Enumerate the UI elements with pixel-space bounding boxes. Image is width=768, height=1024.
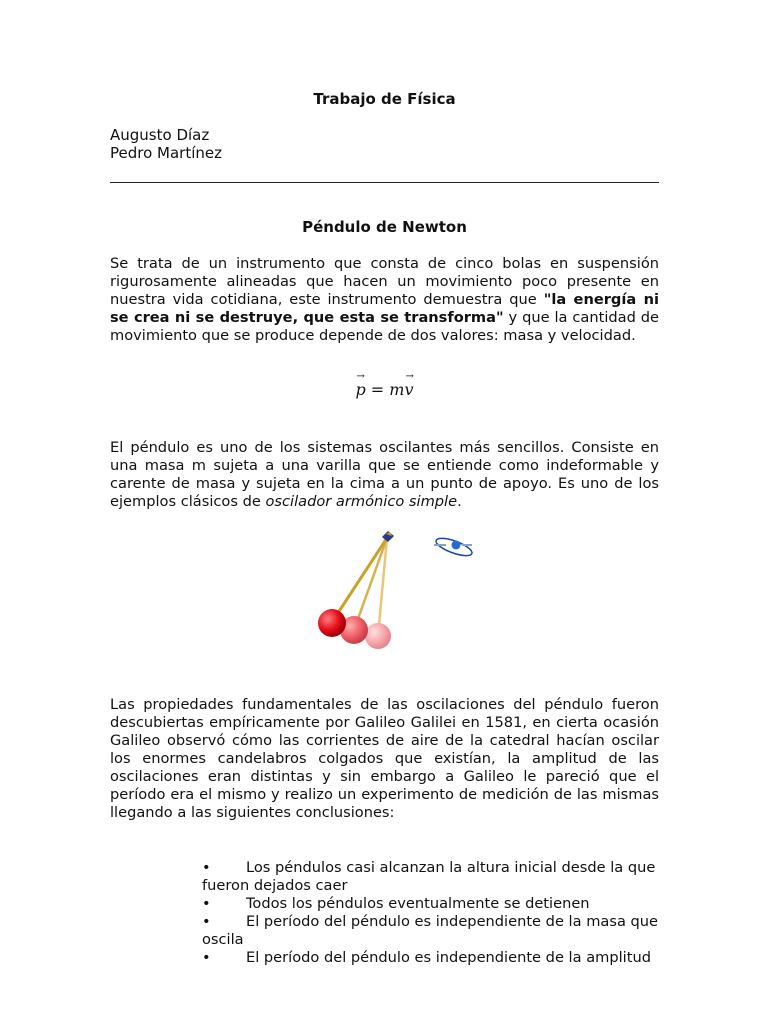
paragraph-text: Se trata de un instrumento que consta de cinco bolas en suspensión rigurosamente alineadas que hacen un movimiento poco presente en nuestra vida cotidiana, este instrumento demuestra que [110, 255, 659, 308]
paragraph-text: El péndulo es uno de los sistemas oscilantes más sencillos. Consiste en una masa m sujeta a una varilla que se entiende como indeformable y carente de masa y sujeta en la cima a un punto de apoyo. Es uno de los ejemplos clásicos de [110, 439, 659, 510]
formula-eq: = m [365, 380, 405, 399]
document-title: Trabajo de Física [313, 90, 456, 108]
momentum-formula [110, 380, 659, 399]
author-name: Pedro Martínez [110, 144, 223, 162]
logo-icon [432, 532, 476, 562]
paragraph-pendulum [110, 439, 659, 511]
list-item [202, 895, 662, 913]
formula-v: → v [404, 380, 413, 399]
section-title: Péndulo de Newton [302, 218, 467, 236]
author-name: Augusto Díaz [110, 126, 210, 144]
list-item-text: Todos los péndulos eventualmente se detienen [246, 895, 590, 912]
bold-quote: "la energía ni se crea ni se destruye, que esta se transforma" [110, 291, 659, 326]
list-item [202, 913, 662, 949]
list-item [202, 859, 662, 895]
list-item-text: El período del péndulo es independiente de la masa que oscila [202, 913, 659, 948]
italic-term: oscilador armónico simple [265, 493, 458, 510]
paragraph-galileo: Las propiedades fundamentales de las oscilaciones del péndulo fueron descubiertas empíricamente por Galileo Galilei en 1581, en cierta ocasión Galileo observó cómo las corrientes de aire de la catedral hacían oscilar los enormes candelabros colgados que existían, la amplitud de las oscilaciones eran distintas y sin embargo a Galileo le pareció que el período era el mismo y realizo un experimento de medición de las mismas llegando a las siguientes conclusiones: [110, 696, 659, 821]
formula-p: → p [355, 380, 365, 399]
paragraph-text: . [457, 493, 462, 510]
horizontal-rule [110, 182, 659, 183]
pendulum-illustration [310, 528, 420, 658]
paragraph-intro [110, 255, 659, 345]
list-item-text: Los péndulos casi alcanzan la altura inicial desde la que fueron dejados caer [202, 859, 656, 894]
list-item-text: El período del péndulo es independiente de la amplitud [246, 949, 651, 966]
list-item [202, 949, 662, 967]
conclusions-list [202, 859, 662, 967]
author-list [110, 126, 222, 162]
paragraph-text: y que la cantidad de movimiento que se produce depende de dos valores: masa y velocidad. [110, 309, 660, 344]
